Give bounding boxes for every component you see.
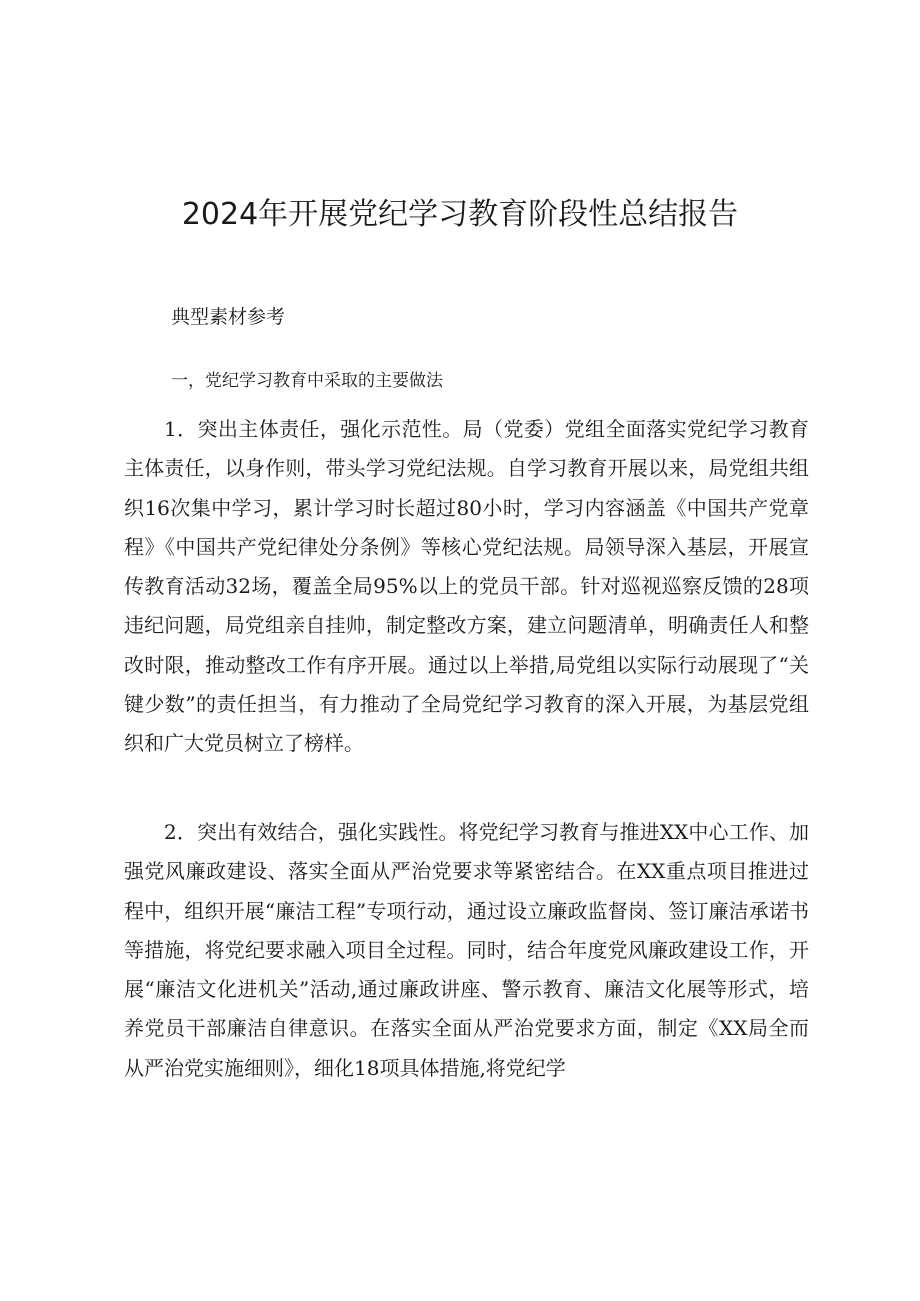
paragraph-2: 2．突出有效结合，强化实践性。将党纪学习教育与推进XX中心工作、加强党风廉政建设、落实全面从严治党要求等紧密结合。在XX重点项目推进过程中，组织开展“廉洁工程”专项行动，通过设立廉政监督岗、签订廉洁承诺书等措施，将党纪要求融入项目全过程。同时，结合年度党风廉政建设工作，开展“廉洁文化进机关”活动,通过廉政讲座、警示教育、廉洁文化展等形式，培养党员干部廉洁自律意识。在落实全面从严治党要求方面，制定《XX局全而从严治党实施细则》，细化18项具体措施,将党纪学 [124,820,809,1080]
document-subtitle: 典型素材参考 [171,306,286,328]
section-heading: 一，党纪学习教育中采取的主要做法 [171,371,443,391]
paragraph-1: 1．突出主体责任，强化示范性。局（党委）党组全面落实党纪学习教育主体责任，以身作则，带头学习党纪法规。自学习教育开展以来，局党组共组织16次集中学习，累计学习时长超过80小时，学习内容涵盖《中国共产党章程》《中国共产党纪律处分条例》等核心党纪法规。局领导深入基层，开展宣传教育活动32场，覆盖全局95%以上的党员干部。针对巡视巡察反馈的28项违纪问题，局党组亲自挂帅，制定整改方案，建立问题清单，明确责任人和整改时限，推动整改工作有序开展。通过以上举措,局党组以实际行动展现了“关键少数”的责任担当，有力推动了全局党纪学习教育的深入开展，为基层党组织和广大党员树立了榜样。 [124,417,809,756]
document-title: 2024年开展党纪学习教育阶段性总结报告 [181,197,739,232]
